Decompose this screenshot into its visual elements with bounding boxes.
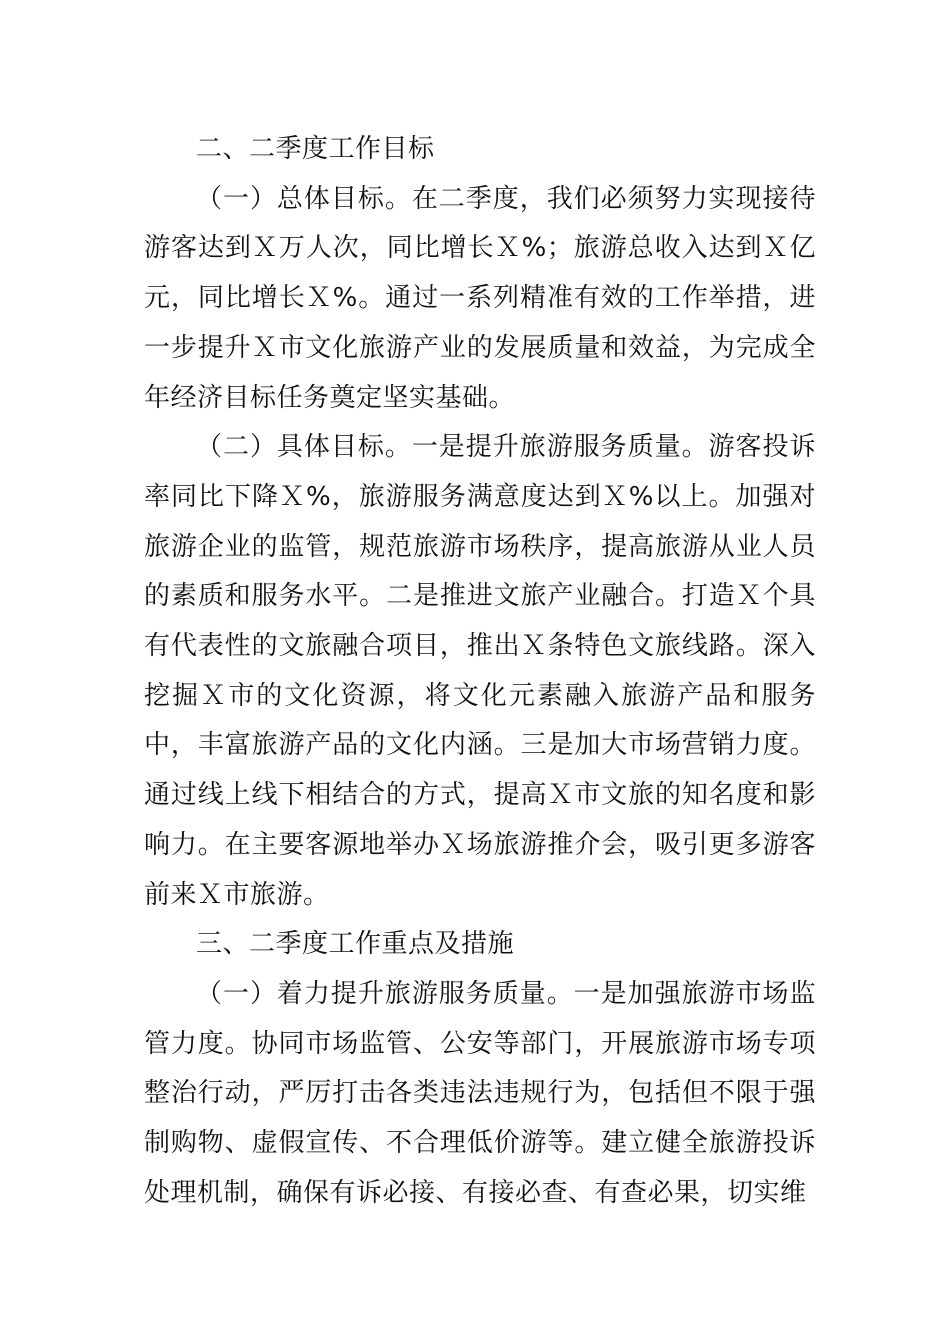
paragraph-specific-goals: （二）具体目标。一是提升旅游服务质量。游客投诉率同比下降Ｘ%，旅游服务满意度达到Ｘ%以上。加强对旅游企业的监管，规范旅游市场秩序，提高旅游从业人员的素质和服务水平。二是推进文旅产业融合。打造Ｘ个具有代表性的文旅融合项目，推出Ｘ条特色文旅线路。深入挖掘Ｘ市的文化资源，将文化元素融入旅游产品和服务中，丰富旅游产品的文化内涵。三是加大市场营销力度。通过线上线下相结合的方式，提高Ｘ市文旅的知名度和影响力。在主要客源地举办Ｘ场旅游推介会，吸引更多游客前来Ｘ市旅游。 bbox=[144, 432, 816, 910]
paragraph-overall-goal: （一）总体目标。在二季度，我们必须努力实现接待游客达到Ｘ万人次，同比增长Ｘ%；旅游总收入达到Ｘ亿元，同比增长Ｘ%。通过一系列精准有效的工作举措，进一步提升Ｘ市文化旅游产业的发展质量和效益，为完成全年经济目标任务奠定坚实基础。 bbox=[144, 183, 816, 413]
section-heading-goals: 二、二季度工作目标 bbox=[196, 134, 435, 164]
section-heading-measures: 三、二季度工作重点及措施 bbox=[196, 929, 515, 960]
document-body bbox=[144, 125, 816, 1218]
paragraph-service-quality: （一）着力提升旅游服务质量。一是加强旅游市场监管力度。协同市场监管、公安等部门，开展旅游市场专项整治行动，严厉打击各类违法违规行为，包括但不限于强制购物、虚假宣传、不合理低价游等。建立健全旅游投诉处理机制，确保有诉必接、有接必查、有查必果，切实维 bbox=[144, 978, 816, 1208]
